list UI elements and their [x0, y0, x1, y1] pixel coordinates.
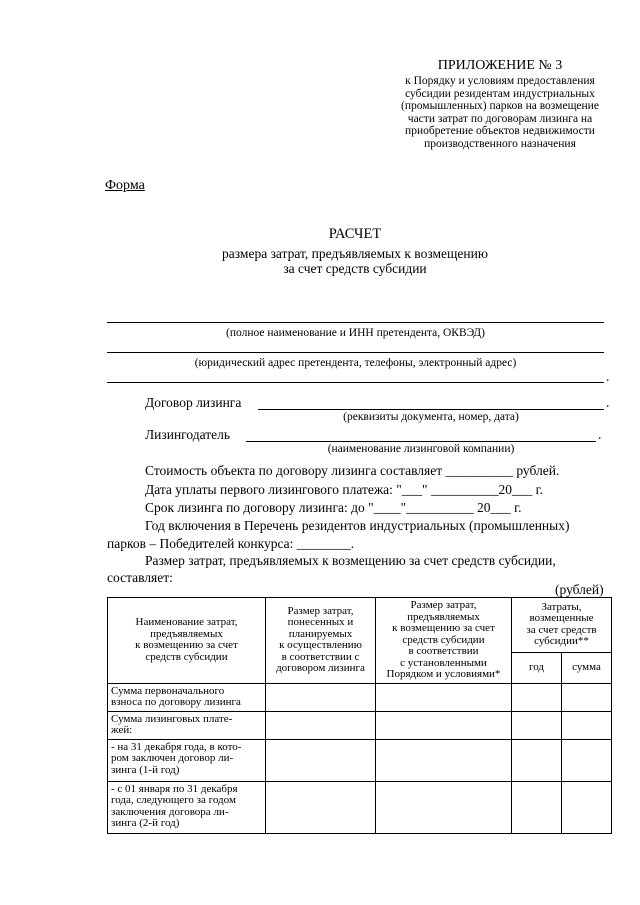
lease-contract-caption: (реквизиты документа, номер, дата) — [343, 411, 519, 423]
table-cell[interactable] — [376, 711, 512, 739]
table-cell[interactable] — [266, 781, 376, 833]
extra-info-line[interactable] — [107, 382, 604, 383]
lessor-line[interactable] — [246, 441, 596, 442]
first-payment-date-line: Дата уплаты первого лизингового платежа: "___" __________20___ г. — [145, 482, 543, 497]
inclusion-year-line-cont: парков – Победителей конкурса: ________. — [107, 536, 355, 551]
row-label: - на 31 декабря года, в кото- ром заключен договор ли- зинга (1-й год) — [108, 739, 266, 781]
table-cell[interactable] — [512, 683, 562, 711]
lease-contract-line[interactable] — [258, 409, 604, 410]
applicant-name-caption: (полное наименование и ИНН претендента, ОКВЭД) — [226, 327, 485, 339]
header-reimbursable-costs: Размер затрат, предъявляемых к возмещению за счет средств субсидии в соответствии с установленными Порядком и условиями* — [376, 598, 512, 684]
row-label: - с 01 января по 31 декабря года, следующего за годом заключения договора ли- зинга (2-й год) — [108, 781, 266, 833]
table-cell[interactable] — [376, 739, 512, 781]
header-incurred-costs: Размер затрат, понесенных и планируемых к осуществлению в соответствии с договором лизинга — [266, 598, 376, 684]
table-cell[interactable] — [562, 711, 612, 739]
table-cell[interactable] — [562, 739, 612, 781]
costs-table — [107, 597, 612, 834]
document-subtitle — [105, 246, 605, 276]
appendix-line: производственного назначения — [424, 137, 576, 150]
appendix-line: приобретение объектов недвижимости — [405, 125, 595, 137]
table-cell[interactable] — [266, 683, 376, 711]
inclusion-year-line: Год включения в Перечень резидентов индустриальных (промышленных) — [145, 518, 570, 533]
header-year: год — [512, 652, 562, 683]
lessor-caption: (наименование лизинговой компании) — [327, 443, 515, 455]
appendix-line: субсидии резидентам индустриальных — [405, 87, 595, 100]
line-end-dot: . — [606, 369, 610, 384]
table-header-row — [108, 598, 612, 653]
line-end-dot: . — [606, 395, 610, 410]
line-end-dot: . — [598, 427, 602, 442]
appendix-description — [380, 75, 620, 150]
table-row — [108, 683, 612, 711]
table-cell[interactable] — [562, 781, 612, 833]
appendix-line: к Порядку и условиям предоставления — [405, 75, 595, 87]
header-reimbursed-costs: Затраты, возмещенные за счет средств субсидии** — [512, 598, 612, 653]
document-title: РАСЧЕТ — [328, 226, 382, 242]
table-row — [108, 739, 612, 781]
row-label: Сумма лизинговых плате- жей: — [108, 711, 266, 739]
table-cell[interactable] — [266, 739, 376, 781]
header-sum: сумма — [562, 652, 612, 683]
applicant-address-line[interactable] — [107, 352, 604, 353]
appendix-line: (промышленных) парков на возмещение — [401, 100, 599, 112]
appendix-title: ПРИЛОЖЕНИЕ № 3 — [437, 58, 563, 73]
lessor-label: Лизингодатель — [145, 427, 231, 442]
currency-note: (рублей) — [555, 582, 604, 597]
object-cost-line: Стоимость объекта по договору лизинга составляет __________ рублей. — [145, 463, 560, 478]
form-label: Форма — [105, 178, 145, 193]
row-label: Сумма первоначального взноса по договору лизинга — [108, 683, 266, 711]
table-row — [108, 711, 612, 739]
subtitle-line: за счет средств субсидии — [283, 261, 427, 276]
lease-contract-label: Договор лизинга — [145, 395, 242, 410]
table-row — [108, 781, 612, 833]
table-cell[interactable] — [376, 781, 512, 833]
table-cell[interactable] — [266, 711, 376, 739]
header-cost-name: Наименование затрат, предъявляемых к возмещению за счет средств субсидии — [108, 598, 266, 684]
lease-term-line: Срок лизинга по договору лизинга: до "____"__________ 20___ г. — [145, 500, 522, 515]
costs-intro-line: Размер затрат, предъявляемых к возмещению за счет средств субсидии, — [145, 553, 556, 568]
table-cell[interactable] — [512, 781, 562, 833]
table-cell[interactable] — [512, 739, 562, 781]
appendix-line: части затрат по договорам лизинга на — [407, 112, 593, 125]
costs-intro-line-cont: составляет: — [107, 570, 173, 585]
table-cell[interactable] — [562, 683, 612, 711]
table-cell[interactable] — [376, 683, 512, 711]
applicant-address-caption: (юридический адрес претендента, телефоны, электронный адрес) — [194, 357, 517, 369]
applicant-name-line[interactable] — [107, 322, 604, 323]
table-cell[interactable] — [512, 711, 562, 739]
subtitle-line: размера затрат, предъявляемых к возмещению — [222, 246, 488, 261]
